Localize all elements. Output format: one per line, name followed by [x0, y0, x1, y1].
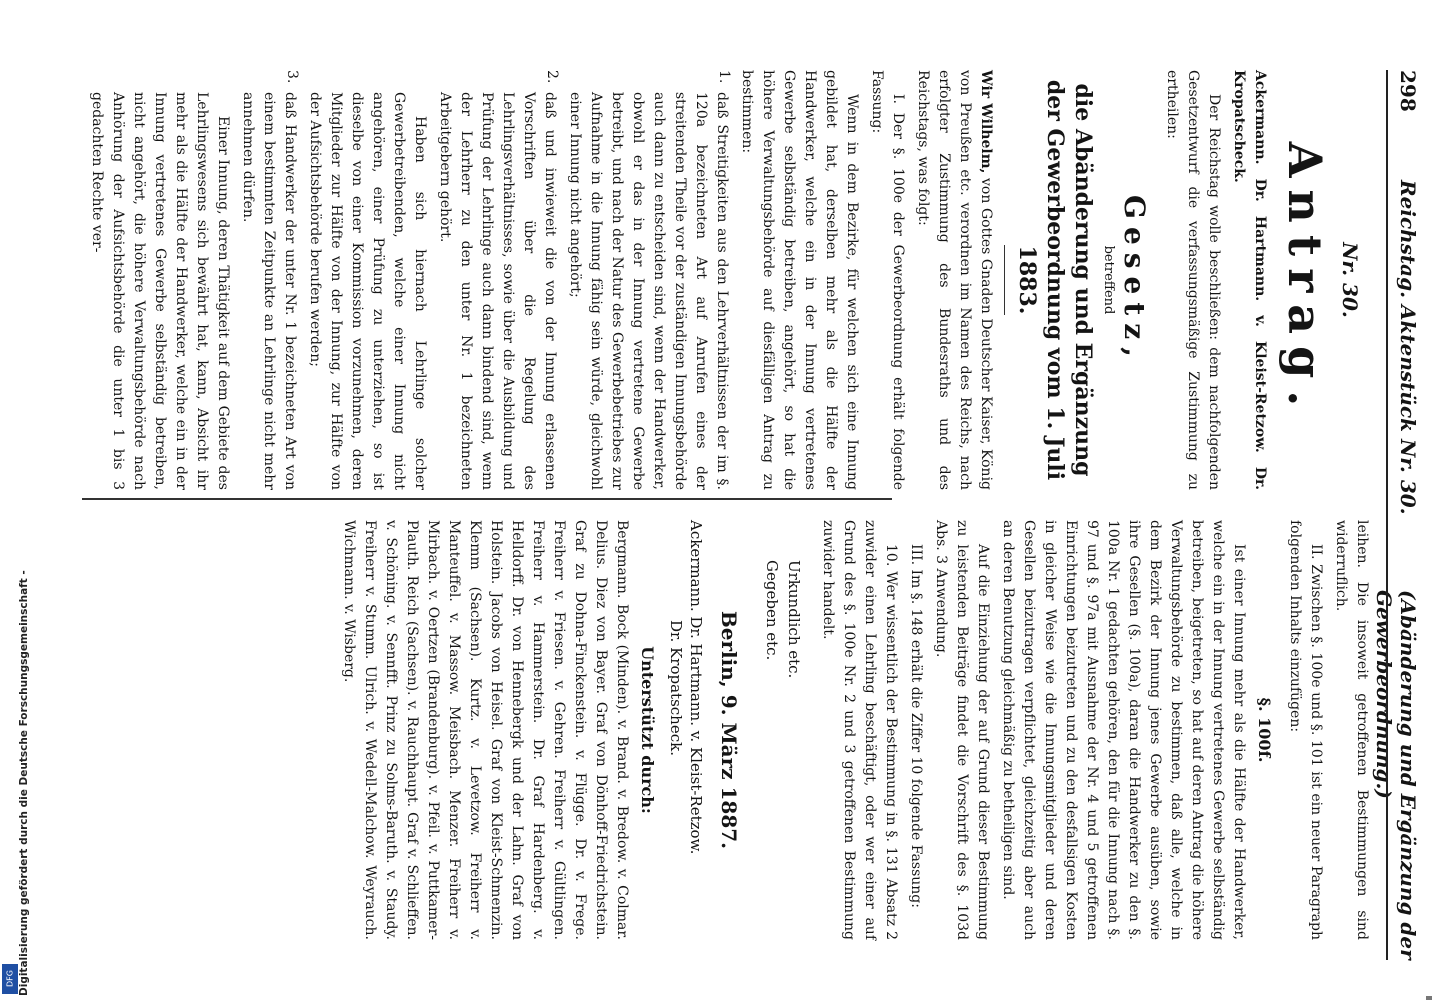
list-item — [86, 70, 300, 490]
left-column — [52, 70, 1372, 490]
paragraph-text-2: Auf die Einziehung der auf Grund dieser Bestimmung zu leistenden Beiträge findet die Vorschrift des §. 103d Abs. 3 Anwendung. — [933, 520, 991, 940]
supported-by-label: Unterstützt durch: — [638, 646, 657, 814]
article-1: I. Der §. 100e der Gewerbeordnung erhält folgende Fassung: — [869, 70, 906, 490]
item-3-text: daß Handwerker der unter Nr. 1 bezeichneten Art von einem bestimmten Zeitpunkte an Lehrlinge nicht mehr annehmen dürfen. — [240, 92, 298, 490]
signers: Ackermann. Dr. Hartmann. v. Kleist-Retzow. — [687, 520, 705, 855]
scan-edge-mark — [1426, 996, 1432, 1000]
item-number: 3. — [284, 70, 300, 84]
preamble-text: von Gottes Gnaden Deutscher Kaiser, König von Preußen etc. verordnen im Namen des Reichs, nach erfolgter Zustimmung des Bundesraths und des Reichstags, was folgt: — [915, 70, 994, 491]
header-right-title: (Abänderung und Ergänzung der Gewerbeordnung.) — [1372, 590, 1420, 960]
item-3-extra: Einer Innung, deren Thätigkeit auf dem Gebiete des Lehrlingswesens sich bewährt hat, kann, Absicht ihr mehr als die Hälfte der Handwerker, welche ein in der Innung vertretenes Gewerbe selbständig betreiben, nicht angehört, die höhere Verwaltungsbehörde nach Anhörung der Aufsichtsbehörde die unter 1 bis 3 gedachten Rechte ver- — [89, 92, 231, 490]
credit-text: Digitalisierung gefördert durch die Deutsche Forschungsgemeinschaft - — [18, 570, 30, 996]
page-header — [1372, 70, 1422, 960]
page-number: 298 — [1396, 70, 1420, 112]
urkundlich: Urkundlich etc. — [785, 560, 803, 679]
gesetz-heading: Gesetz, — [1118, 195, 1151, 365]
place-date: Berlin, 9. März 1887. — [717, 610, 741, 850]
right-column — [52, 520, 1372, 940]
paragraph-text-1: Ist einer Innung mehr als die Hälfte der Handwerker, welche ein in der Innung vertretenes Gewerbe selbständig betreiben, beigetreten, so hat auf deren Antrag die höhere Verwaltungsbehörde zu bestimmen, daß alle, welche in dem Bezirk der Innung jenes Gewerbe ausüben, sowie ihre Gesellen (§. 100a), daran die Handwerker zu den §. 100a Nr. 1 gedachten gehören, den für die Innung nach §. 97 und §. 97a mit Ausnahme der Nr. 4 und 5 getroffenen Einrichtungen beizutreten und zu den desfallsigen Kosten in gleicher Weise wie die Innungsmitglieder und deren Gesellen beizutragen verpflichtet, gleichzeitig aber auch an deren Benutzung gleichmäßig zu betheiligen sind. — [1000, 520, 1247, 940]
article-1-intro: Wenn in dem Bezirke, für welchen sich eine Innung gebildet hat, derselben mehr als die Hälfte der Handwerker, welche ein in der Innung vertretenes Gewerbe selbständig betreiben, angehört, so hat die höhere Verwaltungsbehörde auf diesfälligen Antrag zu bestimmen: — [739, 70, 860, 490]
dfg-logo: DFG — [2, 964, 18, 994]
item-number: 2. — [544, 70, 560, 84]
header-rule — [1386, 70, 1388, 960]
item-2-text: daß und inwieweit die von der Innung erlassenen Vorschriften über die Regelung des Lehrlingsverhältnisses, sowie über die Ausbildung und Prüfung der Lehrlinge auch dann bindend sind, wenn der Lehrherr zu den unter Nr. 1 bezeichneten Arbeitgebern gehört. — [437, 92, 558, 490]
movers: Ackermann. Dr. Hartmann. v. Kleist-Retzow. Dr. Kropatscheck. — [1231, 70, 1268, 490]
supporters-list: Bergmann. Bock (Minden). v. Brand. v. Bredow. v. Colmar. Delius. Diez von Bayer. Graf von Dönhoff-Friedrichstein. Graf zu Dohna-Finckenstein. v. Flügge. Dr. v. Frege. Freiherr v. Friesen. v. Gehren. Freiherr v. Gültlingen. Freiherr v. Hammerstein. Dr. Graf Hardenberg. v. Helldorff. Dr. von Hennebergk und der Lahn. Graf von Holstein. Jacobs von Heisel. Graf von Kleist-Schmenzin. Klemm (Sachsen). Kurtz. v. Levetzow. Freiherr v. Manteuffel. v. Massow. Meisbach. Menzer. Freiherr v. Mirbach. v. Oertzen (Brandenburg). v. Pfeil. v. Puttkamer-Plauth. Reich (Sachsen). v. Rauchhaupt. Graf v. Schlieffen. v. Schöning. v. Sennfft. Prinz zu Solms-Baruth. v. Staudy. Freiherr v. Stumm. Ulrich. v. Wedell-Malchow. Weyrauch. Wichmann. v. Wisberg. — [341, 520, 630, 940]
article-3: III. Im §. 148 erhält die Ziffer 10 folgende Fassung: — [908, 544, 924, 908]
divider — [1004, 245, 1005, 315]
paragraph-heading: §. 100f. — [1255, 697, 1274, 763]
item-2-extra: Haben sich hiernach Lehrlinge solcher Gewerbetreibenden, welche einer Innung nicht angehören, einer Prüfung zu unterziehen, so ist dieselbe von einer Kommission vorzunehmen, deren Mitglieder zur Hälfte von der Innung, zur Hälfte von der Aufsichtsbehörde berufen werden; — [307, 92, 428, 490]
law-title: die Abänderung und Ergänzung der Gewerbeordnung vom 1. Juli 1883. — [1014, 79, 1096, 481]
header-left-title: Reichstag. Aktenstück Nr. 30. — [1396, 180, 1420, 515]
betreffend-label: betreffend — [1101, 245, 1116, 315]
list-item — [304, 70, 560, 490]
intro-text: Der Reichstag wolle beschließen: dem nachfolgenden Gesetzentwurf die verfassungsmäßige Zustimmung zu ertheilen: — [1164, 70, 1222, 490]
article-3-text: 10. Wer wissentlich der Bestimmung in §. 131 Absatz 2 zuwider einen Lehrling beschäftigt, oder wer einer auf Grund des §. 100e Nr. 2 und 3 getroffenen Bestimmung zuwider handelt. — [820, 520, 899, 940]
item-number: 1. — [716, 70, 732, 84]
antrag-heading: Antrag. — [1278, 141, 1332, 419]
item-1-text: daß Streitigkeiten aus den Lehrverhältnissen der im §. 120a bezeichneten Art auf Anrufen eines der streitenden Theile vor der zuständigen Innungsbehörde auch dann zu entscheiden sind, wenn der Handwerker, obwohl er das in der Innung vertretene Gewerbe betreibt, und nach der Natur des Gewerbebetriebes zur Aufnahme in die Innung fähig sein würde, gleichwohl einer Innung nicht angehört; — [567, 92, 730, 490]
continuation-text: leihen. Die insoweit getroffenen Bestimmungen sind widerruflich. — [1333, 520, 1370, 940]
preamble-name: Wir Wilhelm, — [978, 70, 994, 174]
document-number: Nr. 30. — [1338, 242, 1362, 318]
digitization-credit — [0, 0, 30, 1000]
list-item — [564, 70, 732, 490]
closing-formula — [761, 560, 805, 940]
column-divider — [82, 498, 892, 500]
signers-2: Dr. Kropatscheck. — [667, 620, 685, 756]
article-2: II. Zwischen §. 100e und §. 101 ist ein neuer Paragraph folgenden Inhalts einzufügen: — [1287, 520, 1324, 940]
gegeben: Gegeben etc. — [763, 560, 781, 661]
